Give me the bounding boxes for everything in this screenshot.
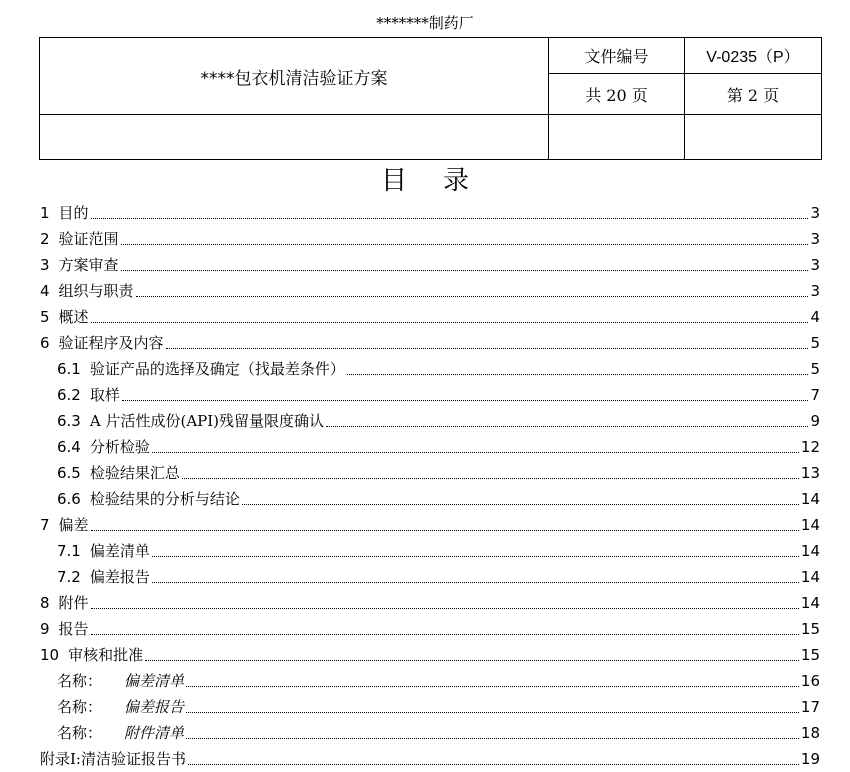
toc-list: [40, 199, 820, 771]
toc-entry[interactable]: [40, 511, 820, 537]
dot-leader: [91, 634, 799, 635]
toc-entry[interactable]: [40, 615, 820, 641]
toc-entry[interactable]: [40, 433, 820, 459]
toc-entry-text: 验证范围: [58, 230, 119, 248]
toc-entry-page: 3: [810, 230, 820, 248]
toc-entry[interactable]: [40, 225, 820, 251]
toc-entry[interactable]: [40, 199, 820, 225]
toc-entry-number: 6.4: [57, 438, 81, 456]
toc-entry-text: A 片活性成份(API)残留量限度确认: [89, 412, 325, 430]
toc-entry-page: 9: [810, 412, 820, 430]
toc-entry[interactable]: [40, 537, 820, 563]
toc-entry-number: 6.2: [57, 386, 81, 404]
toc-entry-number: 附录Ⅰ:: [40, 750, 81, 768]
toc-entry-page: 12: [800, 438, 820, 456]
toc-entry-page: 4: [810, 308, 820, 326]
dot-leader: [152, 556, 799, 557]
toc-entry-number: 4: [40, 282, 50, 300]
toc-entry-number: 5: [40, 308, 50, 326]
toc-entry[interactable]: [40, 459, 820, 485]
toc-entry-page: 14: [800, 568, 820, 586]
dot-leader: [122, 400, 809, 401]
toc-entry-page: 18: [800, 724, 820, 742]
dot-leader: [152, 452, 799, 453]
dot-leader: [91, 322, 809, 323]
toc-entry-number: 2: [40, 230, 50, 248]
toc-entry-number: 7.2: [57, 568, 81, 586]
toc-entry-text: 方案审查: [58, 256, 119, 274]
dot-leader: [242, 504, 799, 505]
toc-entry-text: 偏差清单: [124, 672, 185, 690]
toc-entry-number: 7: [40, 516, 50, 534]
toc-entry-number: 名称：: [57, 672, 103, 690]
toc-entry-page: 14: [800, 490, 820, 508]
dot-leader: [326, 426, 808, 427]
toc-entry-number: 6.3: [57, 412, 81, 430]
toc-entry-text: 概述: [58, 308, 89, 326]
toc-entry[interactable]: [40, 277, 820, 303]
dot-leader: [347, 374, 809, 375]
toc-entry-page: 14: [800, 516, 820, 534]
dot-leader: [91, 530, 799, 531]
toc-entry-text: 检验结果的分析与结论: [89, 490, 240, 508]
toc-entry[interactable]: [40, 407, 820, 433]
header-blank-cell: [549, 115, 685, 160]
toc-entry-text: 检验结果汇总: [89, 464, 180, 482]
toc-entry-text: 偏差: [58, 516, 89, 534]
toc-entry[interactable]: [40, 693, 820, 719]
dot-leader: [152, 582, 799, 583]
company-name: *******制药厂: [376, 14, 474, 32]
toc-entry-page: 7: [810, 386, 820, 404]
toc-entry-number: 3: [40, 256, 50, 274]
toc-entry-text: 偏差报告: [89, 568, 150, 586]
toc-entry[interactable]: [40, 641, 820, 667]
toc-entry-text: 附件: [58, 594, 89, 612]
toc-entry-number: 10: [40, 646, 60, 664]
dot-leader: [186, 712, 799, 713]
dot-leader: [182, 478, 799, 479]
toc-entry-text: 报告: [58, 620, 89, 638]
dot-leader: [136, 296, 809, 297]
toc-entry-text: 分析检验: [89, 438, 150, 456]
toc-entry[interactable]: [40, 381, 820, 407]
toc-entry-text: 验证程序及内容: [58, 334, 164, 352]
toc-entry-number: 6.1: [57, 360, 81, 378]
toc-entry-text: 清洁验证报告书: [80, 750, 186, 768]
toc-entry-page: 15: [800, 646, 820, 664]
toc-entry[interactable]: [40, 329, 820, 355]
toc-entry-page: 16: [800, 672, 820, 690]
toc-entry[interactable]: [40, 303, 820, 329]
file-number-label: 文件编号: [549, 38, 685, 74]
toc-entry-text: 验证产品的选择及确定（找最差条件）: [89, 360, 345, 378]
dot-leader: [91, 218, 809, 219]
dot-leader: [166, 348, 809, 349]
toc-entry-text: 取样: [89, 386, 120, 404]
dot-leader: [121, 270, 809, 271]
document-header-table: [39, 37, 822, 160]
toc-entry[interactable]: [40, 667, 820, 693]
toc-entry-text: 目的: [58, 204, 89, 222]
toc-entry-page: 13: [800, 464, 820, 482]
header-blank-cell: [40, 115, 549, 160]
toc-entry-page: 5: [810, 334, 820, 352]
toc-entry-number: 1: [40, 204, 50, 222]
toc-entry-number: 9: [40, 620, 50, 638]
dot-leader: [188, 764, 799, 765]
toc-entry-page: 14: [800, 594, 820, 612]
toc-heading: 目录: [380, 166, 505, 196]
toc-entry-page: 19: [800, 750, 820, 768]
toc-entry-text: 偏差清单: [89, 542, 150, 560]
toc-entry-text: 组织与职责: [58, 282, 134, 300]
toc-entry-number: 8: [40, 594, 50, 612]
toc-entry-text: 附件清单: [124, 724, 185, 742]
toc-entry-number: 6.6: [57, 490, 81, 508]
toc-entry[interactable]: [40, 745, 820, 771]
toc-entry[interactable]: [40, 719, 820, 745]
toc-entry-page: 15: [800, 620, 820, 638]
dot-leader: [91, 608, 799, 609]
toc-entry-page: 14: [800, 542, 820, 560]
toc-entry[interactable]: [40, 563, 820, 589]
toc-entry-page: 5: [810, 360, 820, 378]
toc-entry-number: 7.1: [57, 542, 81, 560]
dot-leader: [186, 738, 799, 739]
dot-leader: [186, 686, 799, 687]
toc-entry-text: 偏差报告: [124, 698, 185, 716]
toc-entry-number: 名称：: [57, 724, 103, 742]
toc-entry-page: 3: [810, 256, 820, 274]
toc-entry-number: 名称：: [57, 698, 103, 716]
dot-leader: [145, 660, 799, 661]
toc-entry[interactable]: [40, 251, 820, 277]
total-pages: 共 20 页: [549, 74, 685, 115]
toc-entry-page: 17: [800, 698, 820, 716]
toc-entry[interactable]: [40, 589, 820, 615]
toc-entry-page: 3: [810, 204, 820, 222]
current-page: 第 2 页: [685, 74, 822, 115]
toc-entry[interactable]: [40, 355, 820, 381]
toc-entry[interactable]: [40, 485, 820, 511]
dot-leader: [121, 244, 809, 245]
toc-entry-number: 6: [40, 334, 50, 352]
document-title: ****包衣机清洁验证方案: [40, 38, 549, 115]
header-blank-cell: [685, 115, 822, 160]
file-number: V-0235（P）: [685, 38, 822, 74]
toc-entry-number: 6.5: [57, 464, 81, 482]
toc-entry-text: 审核和批准: [68, 646, 144, 664]
toc-entry-page: 3: [810, 282, 820, 300]
